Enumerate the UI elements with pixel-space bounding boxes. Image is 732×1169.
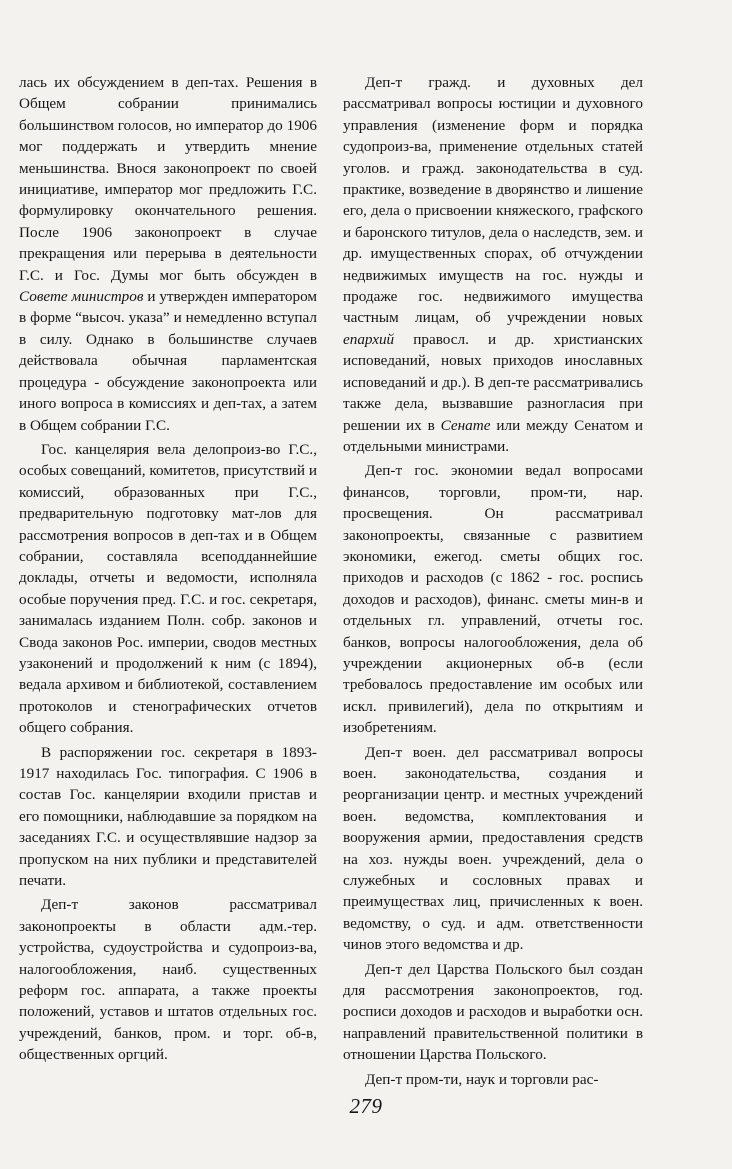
paragraph-department-of-laws: Деп-т законов рассматривал законопроекты в области адм.-тер. устройства, судоустройства и судопроиз-ва, налогообложения, наиб. существенных реформ гос. аппарата, а также проекты положений, уставов и штатов отдельных гос. учреждений, банков, пром. и торг. об-в, общественных оргций. bbox=[19, 896, 317, 1064]
paragraph-legislative-procedure: лась их обсуждением в деп-тах. Решения в Общем собрании принимались большинством голосов, но император до 1906 мог поддержать и утвердить мнение меньшинства. Внося законопроект по своей инициативе, император мог предложить Г.С. формулировку окончательного решения. После 1906 законопроект в случае прекращения или перерыва в деятельности Г.С. и Гос. Думы мог быть обсужден в Совете министров и утвержден императором в форме “высоч. указа” и немедленно вступал в силу. Однако в большинстве случаев действовала обычная парламентская процедура - обсуждение законопроекта или иного вопроса в комиссиях и деп-тах, а затем в Общем собрании Г.С. bbox=[19, 74, 318, 434]
left-column bbox=[19, 72, 317, 1066]
paragraph-state-economy-department: Деп-т гос. экономии ведал вопросами финансов, торговли, пром-ти, нар. просвещения. Он рассматривал законопроекты, связанные с развитием экономики, ежегод. сметы общих гос. приходов и расходов (с 1862 - гос. роспись доходов и расходов), финанс. сметы мин-в и отдельных гл. управлений, отчеты гос. банков, вопросы налогообложения, дела об учреждении акционерных об-в (если требовалось предоставление им особых или искл. привилегий), дела по открытиям и изобретениям. bbox=[343, 462, 643, 737]
paragraph-civil-spiritual-department: Деп-т гражд. и духовных дел рассматривал вопросы юстиции и духовного управления (изменение форм и порядка судопроиз-ва, применение отдельных статей уголов. и гражд. законодательства в суд. практике, возведение в дворянство и лишение его, дела о присвоении княжеского, графского и баронского титулов, дела о наследств, зем. и др. имущественных спорах, об отчуждении недвижимых имуществ на гос. нужды и продаже гос. недвижимого имущества частным лицам, об учреждении новых епархий правосл. и др. христианских исповеданий, новых приходов инославных исповеданий и др.). В деп-те рассматривались также дела, вызвавшие разногласия при решении их в Сенате или между Сенатом и отдельными министрами. bbox=[343, 74, 643, 455]
paragraph-kingdom-of-poland-department: Деп-т дел Царства Польского был создан для рассмотрения законопроектов, год. росписи доходов и расходов и выработки осн. направлений правительственной политики в отношении Царства Польского. bbox=[343, 960, 643, 1064]
paragraph-military-department: Деп-т воен. дел рассматривал вопросы воен. законодательства, создания и реорганизации центр. и местных учреждений воен. ведомства, комплектования и вооружения армии, предоставления средств на хоз. нужды воен. учреждений, дела о служебных и сословных правах и преимуществах лиц, причисленных к воен. ведомству, о суд. и адм. ответственности чинов этого ведомства и др. bbox=[343, 743, 643, 954]
page-number: 279 bbox=[349, 1094, 383, 1118]
paragraph-state-printing-house: В распоряжении гос. секретаря в 1893-1917 находилась Гос. типография. С 1906 в состав Гос. канцелярии входили пристав и его помощники, наблюдавшие за порядком на заседаниях Г.С. и осуществлявшие надзор за пропуском на них публики и представителей печати. bbox=[19, 743, 317, 890]
right-column bbox=[343, 72, 643, 1090]
paragraph-industry-science-trade-department: Деп-т пром-ти, наук и торговли рас- bbox=[365, 1070, 599, 1088]
paragraph-state-chancellery: Гос. канцелярия вела делопроиз-во Г.С., особых совещаний, комитетов, присутствий и комиссий, образованных при Г.С., предварительную подготовку мат-лов для рассмотрения вопросов в деп-тах и в Общем собрании, составляла всеподданнейшие доклады, отчеты и ведомости, исполняла особые поручения пред. Г.С. и гос. секретаря, занималась изданием Полн. собр. законов и Свода законов Рос. империи, сводов местных узаконений и продолжений к ним (с 1894), ведала архивом и библиотекой, составлением протоколов и стенографических отчетов общего собрания. bbox=[19, 440, 317, 737]
